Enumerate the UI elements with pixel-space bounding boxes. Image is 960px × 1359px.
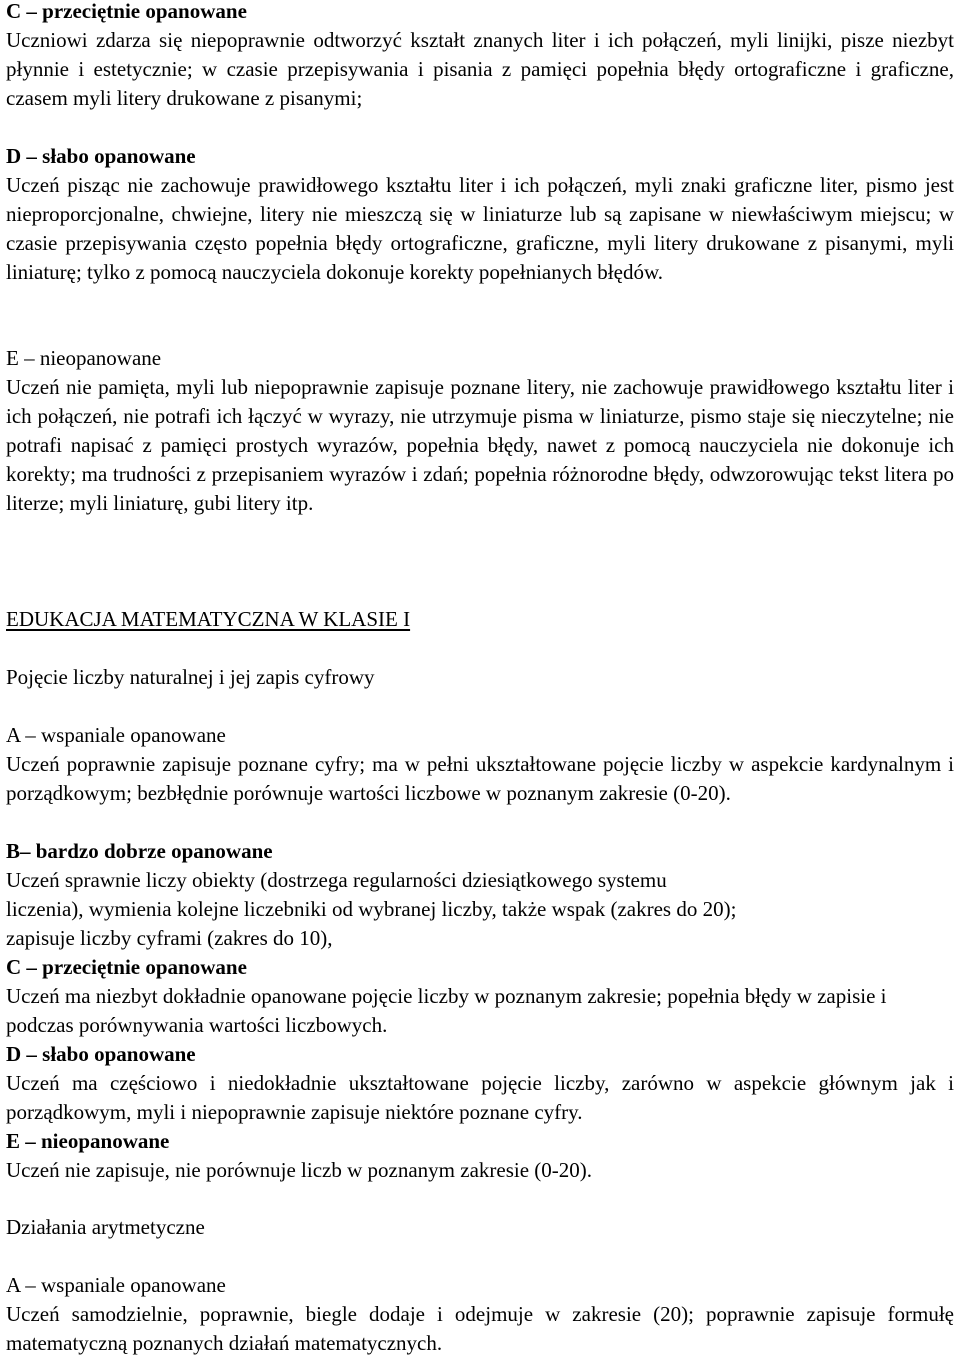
- prev-grade-d-heading: D – słabo opanowane: [6, 144, 196, 168]
- topic1-grade-d-text: Uczeń ma częściowo i niedokładnie ukształtowane pojęcie liczby, zarówno w aspekcie głównym jak i porządkowym, myli i niepoprawnie zapisuje niektóre poznane cyfry.: [6, 1071, 954, 1124]
- topic1-grade-b-line-1: Uczeń sprawnie liczy obiekty (dostrzega regularności dziesiątkowego systemu: [6, 868, 667, 892]
- topic1-grade-a-text: Uczeń poprawnie zapisuje poznane cyfry; ma w pełni ukształtowane pojęcie liczby w aspekcie kardynalnym i porządkowym; bezbłędnie porównuje wartości liczbowe w poznanym zakresie (0-20).: [6, 752, 954, 805]
- section-title: EDUKACJA MATEMATYCZNA W KLASIE I: [6, 607, 411, 631]
- prev-grade-e-heading: E – nieopanowane: [6, 346, 162, 370]
- topic2-grade-a-text: Uczeń samodzielnie, poprawnie, biegle dodaje i odejmuje w zakresie (20); poprawnie zapisuje formułę matematyczną poznanych działań matematycznych.: [6, 1302, 954, 1355]
- prev-grade-c-heading: C – przeciętnie opanowane: [6, 0, 247, 23]
- topic1-grade-b-line-3: zapisuje liczby cyframi (zakres do 10),: [6, 926, 333, 950]
- prev-grade-d-text: Uczeń pisząc nie zachowuje prawidłowego kształtu liter i ich połączeń, myli znaki graficzne liter, pismo jest nieproporcjonalne, chwiejne, litery nie mieszczą się w liniaturze lub są zapisane w niewłaściwym miejscu; w czasie przepisywania często popełnia błędy ortograficzne, graficzne, myli litery drukowane z pisanymi, myli liniaturę; tylko z pomocą nauczyciela dokonuje korekty popełnianych błędów.: [6, 173, 954, 284]
- topic1-grade-b-line-2: liczenia), wymienia kolejne liczebniki od wybranej liczby, także wspak (zakres do 20);: [6, 897, 737, 921]
- topic1-grade-e-text: Uczeń nie zapisuje, nie porównuje liczb w poznanym zakresie (0-20).: [6, 1158, 593, 1182]
- prev-grade-e-text: Uczeń nie pamięta, myli lub niepoprawnie zapisuje poznane litery, nie zachowuje prawidłowego kształtu liter i ich połączeń, nie potrafi ich łączyć w wyrazy, nie utrzymuje pisma w liniaturze, pismo staje się nieczytelne; nie potrafi napisać z pamięci prostych wyrazów, popełnia błędy, nawet z pomocą nauczyciela nie dokonuje ich korekty; ma trudności z przepisaniem wyrazów i zdań; popełnia różnorodne błędy, odwzorowując tekst litera po literze; myli liniaturę, gubi litery itp.: [6, 375, 954, 515]
- topic1-grade-a-heading: A – wspaniale opanowane: [6, 723, 226, 747]
- topic-title-numbers: Pojęcie liczby naturalnej i jej zapis cyfrowy: [6, 665, 375, 689]
- topic-title-arithmetic: Działania arytmetyczne: [6, 1215, 205, 1239]
- prev-grade-c-text: Uczniowi zdarza się niepoprawnie odtworzyć kształt znanych liter i ich połączeń, myli linijki, pisze niezbyt płynnie i estetycznie; w czasie przepisywania i pisania z pamięci popełnia błędy ortograficzne i graficzne, czasem myli litery drukowane z pisanymi;: [6, 28, 954, 110]
- topic2-grade-a-heading: A – wspaniale opanowane: [6, 1273, 226, 1297]
- topic1-grade-c-text: Uczeń ma niezbyt dokładnie opanowane pojęcie liczby w poznanym zakresie; popełnia błędy w zapisie i podczas porównywania wartości liczbowych.: [6, 984, 887, 1037]
- topic1-grade-b-heading: B– bardzo dobrze opanowane: [6, 839, 273, 863]
- topic1-grade-e-heading: E – nieopanowane: [6, 1129, 170, 1153]
- topic1-grade-d-heading: D – słabo opanowane: [6, 1042, 196, 1066]
- topic1-grade-c-heading: C – przeciętnie opanowane: [6, 955, 247, 979]
